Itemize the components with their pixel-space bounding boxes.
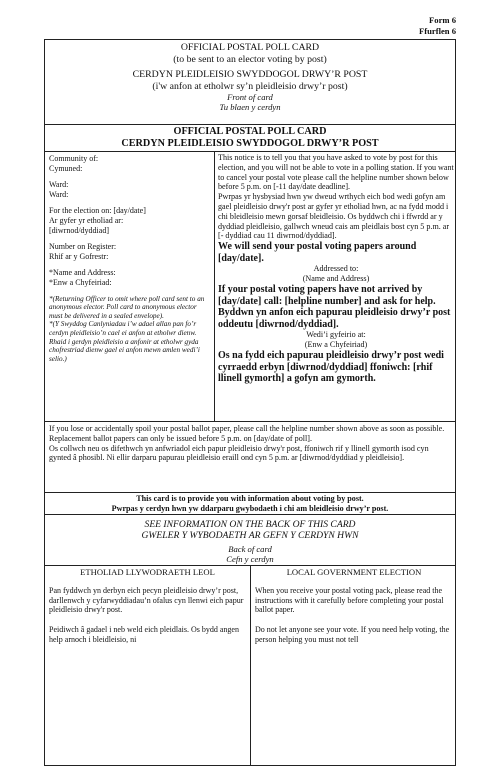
back-of-card [44,566,456,766]
back-side-label-en: Back of card [228,543,272,554]
see-back-box [44,515,456,566]
election-date-cy: Ar gyfer yr etholiad ar: [49,215,124,225]
front-side-label-en: Front of card [227,92,273,102]
spoil-notice-en: If you lose or accidentally spoil your postal ballot paper, please call the helpline number shown above as soon as possible. Replacement ballot papers can only be issued before 5 p.m. on [day/date of poll]. [49,424,445,443]
elector-details-panel [45,152,215,421]
english-instructions-paragraph: When you receive your postal voting pack, please read the instructions with it carefully before completing your postal ballot paper. [255,585,444,615]
front-subtitle-en: (to be sent to an elector voting by post) [173,53,327,65]
spoil-notice [44,422,456,493]
welsh-election-heading: ETHOLIAD LLYWODRAETH LEOL [80,567,215,577]
send-papers-en: We will send your postal voting papers around [day/date]. [218,241,417,264]
see-back-en: SEE INFORMATION ON THE BACK OF THIS CARD [144,519,356,530]
info-bar [44,493,456,515]
register-number-en: Number on Register: [49,242,117,252]
addressed-to-cy: Wedi’i gyfeirio at: [306,330,366,340]
form-number-en: Form 6 [429,15,456,25]
election-date-en: For the election on: [day/date] [49,206,146,216]
name-address-cy: *Enw a Chyfeiriad: [49,277,112,287]
info-bar-cy: Pwrpas y cerdyn hwn yw ddarparu gwybodaeth i chi am bleidleisio drwy’r post. [111,503,389,513]
form-number [419,15,456,36]
front-header [44,39,456,125]
info-bar-en: This card is to provide you with information about voting by post. [136,494,364,503]
election-date-cy-placeholder: [diwrnod/dyddiad] [49,225,109,235]
welsh-election-column [45,566,251,765]
english-secrecy-paragraph: Do not let anyone see your vote. If you need help voting, the person helping you must not tell [255,625,450,644]
english-election-heading: LOCAL GOVERNMENT ELECTION [286,567,422,577]
notice-text-cy: Pwrpas yr hysbysiad hwn yw dweud wrthych eich bod wedi gofyn am gael pleidleisio drwy'r post ar gyfer yr etholiad hwn, ac na fydd modd i chi bleidleisio mewn gorsaf bleidleisio. Os byddwch chi i ffwrdd ar y dyddiad pleidleisio, gallwch wneud cais am pleidlais bost cyn 5 p.m. ar [- dyddiad cau 11 diwrnod/dyddiad]. [218,192,450,241]
card-title-cy: CERDYN PLEIDLEISIO SWYDDOGOL DRWY’R POST [121,137,379,149]
poll-card-document [44,39,456,766]
spoil-notice-cy: Os collwch neu os difethwch yn anfwriadol eich papur pleidleisio drwy'r post, ffoniwch rif y llinell gymorth isod cyn gynted â phosibl. Ni ellir darparu papurau pleidleisio eraill ond cyn 5 p.m. ar [diwrnod/dyddiad y pleidleisio]. [49,443,429,463]
not-arrived-en: If your postal voting papers have not arrived by [day/date] call: [helpline number] and ask for help. [218,283,436,307]
english-election-column [251,566,457,765]
register-number-cy: Rhif ar y Gofrestr: [49,251,109,261]
send-papers-cy: Byddwn yn anfon eich papurau pleidleisio drwy’r post oddeutu [diwrnod/dyddiad]. [218,307,451,330]
see-back-cy: GWELER Y WYBODAETH AR GEFN Y CERDYN HWN [141,530,359,542]
notice-text-en: This notice is to tell you that you have asked to vote by post for this election, and you will not be able to vote in a polling station. If you want to cancel your postal vote please call the helpline number shown below before 5 p.m. on [-11 day/date deadline]. [218,153,454,192]
name-address-en: *Name and Address: [49,268,116,278]
card-title-en: OFFICIAL POSTAL POLL CARD [173,126,327,137]
back-side-label-cy: Cefn y cerdyn [226,554,274,565]
front-title-en: OFFICIAL POSTAL POLL CARD [180,42,320,53]
front-title-cy: CERDYN PLEIDLEISIO SWYDDOGOL DRWY’R POST [132,69,368,80]
front-side-label-cy: Tu blaen y cerdyn [219,102,281,113]
ward-label-cy: Ward: [49,189,69,199]
welsh-secrecy-paragraph: Peidiwch â gadael i neb weld eich pleidlais. Os bydd angen help arnoch i bleidleisio, ni [49,625,239,644]
returning-officer-note-en: *(Returning Officer to omit where poll card sent to an anonymous elector. Poll card to anonymous elector must be delivered in a sealed envelope). [49,294,205,320]
addressed-detail-en: (Name and Address) [302,274,370,284]
community-label-cy: Cymuned: [49,163,83,173]
card-body [44,152,456,422]
front-subtitle-cy: (i'w anfon at etholwr sy’n pleidleisio drwy’r post) [152,80,348,92]
addressed-to-en: Addressed to: [313,264,359,274]
community-label-en: Community of: [49,154,99,163]
postal-vote-notice-panel [215,152,457,421]
form-number-cy: Ffurflen 6 [419,25,456,36]
ward-label-en: Ward: [49,180,69,190]
not-arrived-cy: Os na fydd eich papurau pleidleisio drwy’r post wedi cyrraedd erbyn [diwrnod/dyddiad] ffoniwch: [rhif llinell gymorth] a gofyn am gymorth. [218,349,444,385]
welsh-instructions-paragraph: Pan fyddwch yn derbyn eich pecyn pleidleisio drwy’r post, darllenwch y cyfarwyddiadau’n ofalus cyn llenwi eich papur pleidleisio drwy'r post. [49,585,244,615]
addressed-detail-cy: (Enw a Chyfeiriad) [304,340,368,350]
returning-officer-note-cy: *(Y Swyddog Canlyniadau i’w adael allan pan fo’r cerdyn pleidleisio’n cael ei anfon at etholwr dienw. Rhaid i gerdyn pleidleisio a anfonir at etholwr gyda chofrestriad dienw gael ei anfon mewn amlen wedi’i selio.) [49,320,200,363]
card-title [44,125,456,152]
